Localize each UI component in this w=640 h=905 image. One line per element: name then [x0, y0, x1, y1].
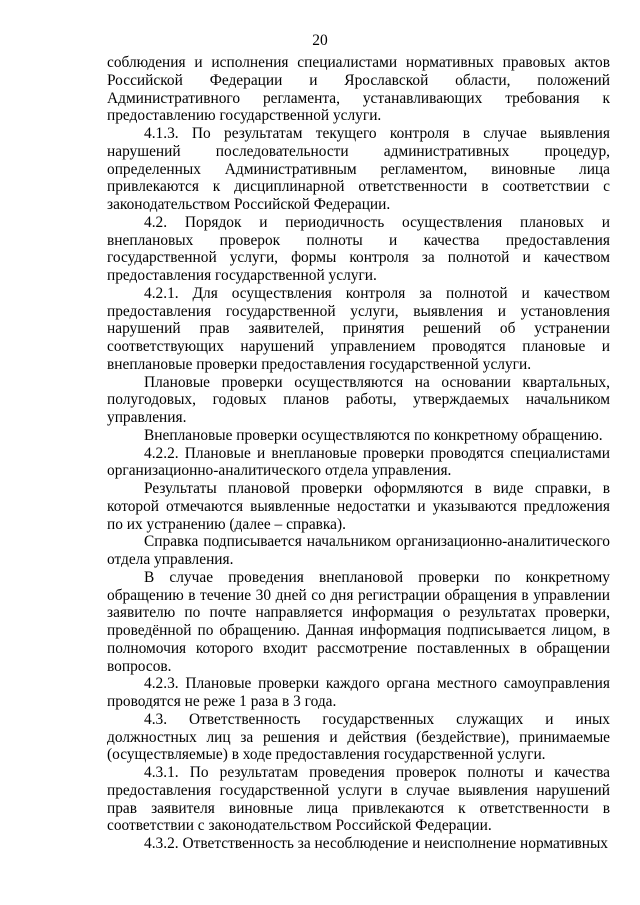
paragraph: 4.2.3. Плановые проверки каждого органа местного самоуправления проводятся не реже 1 раза в 3 года.	[107, 675, 610, 710]
paragraph: 4.1.3. По результатам текущего контроля в случае выявления нарушений последовательности административных процедур, определенных Административным регламентом, виновные лица привлекаются к дисциплинарной ответственности в соответствии с законодательством Российской Федерации.	[107, 125, 610, 213]
paragraph: 4.2.1. Для осуществления контроля за полнотой и качеством предоставления государственной услуги, выявления и установления нарушений прав заявителей, принятия решений об устранении соответствующих нарушений управлением проводятся плановые и внеплановые проверки предоставления государственной услуги.	[107, 284, 610, 373]
paragraph: Результаты плановой проверки оформляются в виде справки, в которой отмечаются выявленные недостатки и указываются предложения по их устранению (далее – справка).	[107, 480, 610, 533]
paragraph: 4.2.2. Плановые и внеплановые проверки проводятся специалистами организационно-аналитического отдела управления.	[107, 444, 610, 480]
paragraph: Справка подписывается начальником организационно-аналитического отдела управления.	[107, 533, 610, 568]
paragraph: Внеплановые проверки осуществляются по конкретному обращению.	[144, 426, 603, 444]
paragraph: 4.3.2. Ответственность за несоблюдение и неисполнение нормативных	[144, 835, 608, 852]
paragraph: 4.2. Порядок и периодичность осуществления плановых и внеплановых проверок полноты и качества предоставления государственной услуги, формы контроля за полнотой и качеством предоставления государственной услуги.	[107, 213, 610, 284]
document-body	[107, 54, 610, 853]
page-number: 20	[312, 32, 328, 49]
paragraph: В случае проведения внеплановой проверки по конкретному обращению в течение 30 дней со дня регистрации обращения в управлении заявителю по почте направляется информация о результатах проверки, проведённой по обращению. Данная информация подписывается лицом, в полномочия которого входит рассмотрение поставленных в обращении вопросов.	[107, 568, 610, 675]
paragraph: соблюдения и исполнения специалистами нормативных правовых актов Российской Федерации и Ярославской области, положений Административного регламента, устанавливающих требования к предоставлению государственной услуги.	[107, 54, 610, 125]
paragraph: 4.3. Ответственность государственных служащих и иных должностных лиц за решения и действия (бездействие), принимаемые (осуществляемые) в ходе предоставления государственной услуги.	[107, 710, 610, 764]
paragraph: 4.3.1. По результатам проведения проверок полноты и качества предоставления государственной услуги в случае выявления нарушений прав заявителя виновные лица привлекаются к ответственности в соответствии с законодательством Российской Федерации.	[107, 764, 610, 835]
paragraph: Плановые проверки осуществляются на основании квартальных, полугодовых, годовых планов работы, утверждаемых начальником управления.	[107, 373, 610, 426]
